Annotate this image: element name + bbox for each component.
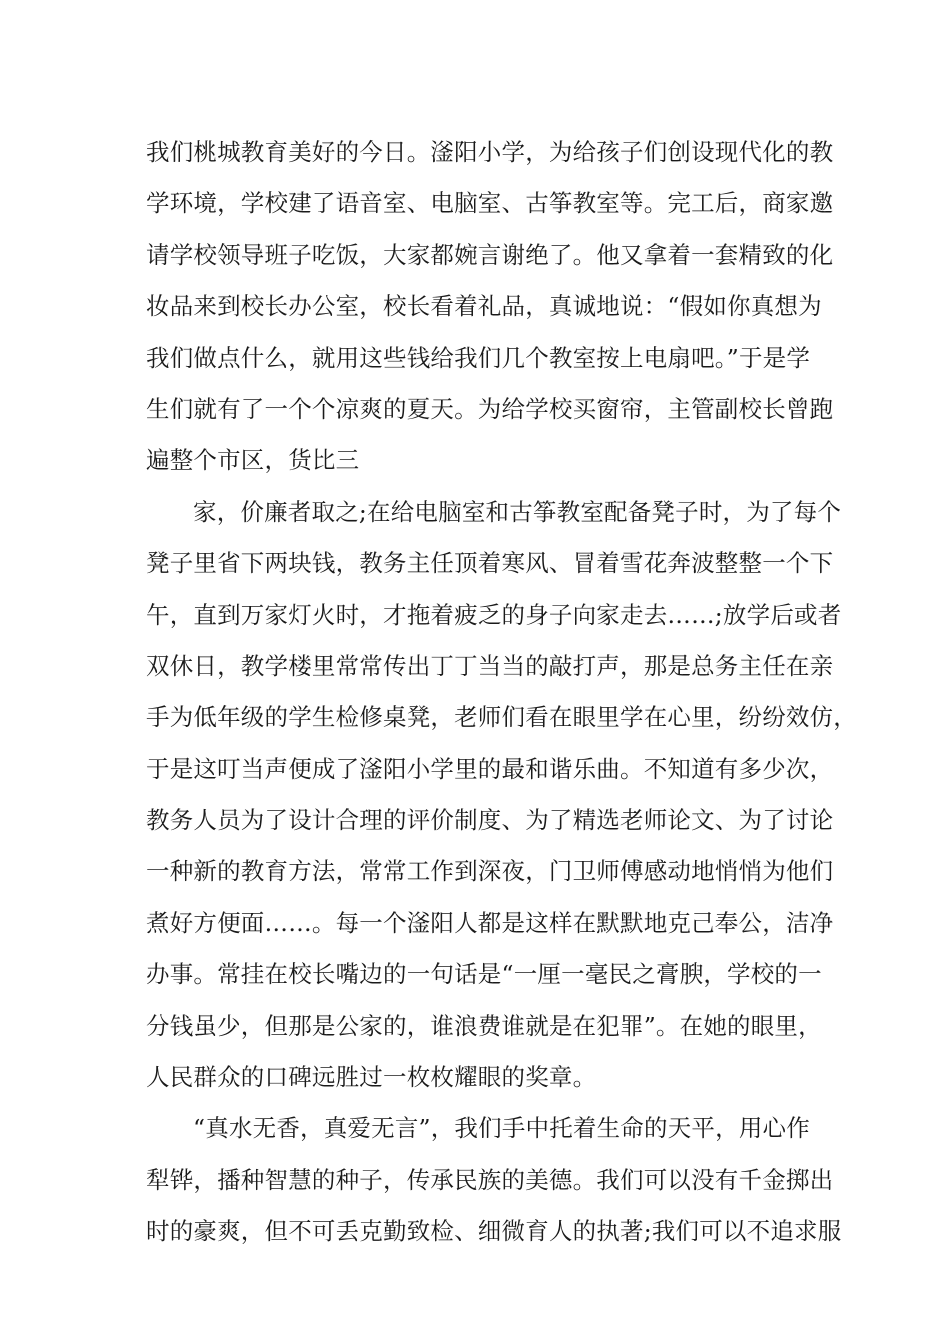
- text-line: 一种新的教育方法，常常工作到深夜，门卫师傅感动地悄悄为他们: [146, 857, 834, 886]
- text-line: 学环境，学校建了语音室、电脑室、古筝教室等。完工后，商家邀: [146, 189, 834, 218]
- text-line: 双休日，教学楼里常常传出丁丁当当的敲打声，那是总务主任在亲: [146, 651, 834, 680]
- text-line: 妆品来到校长办公室，校长看着礼品，真诚地说：“假如你真想为: [146, 292, 822, 321]
- text-line: 请学校领导班子吃饭，大家都婉言谢绝了。他又拿着一套精致的化: [146, 240, 834, 269]
- text-line: 凳子里省下两块钱，教务主任顶着寒风、冒着雪花奔波整整一个下: [146, 549, 834, 578]
- text-line: 分钱虽少，但那是公家的，谁浪费谁就是在犯罪”。在她的眼里，: [146, 1011, 822, 1040]
- text-line: 人民群众的口碑远胜过一枚枚耀眼的奖章。: [146, 1063, 597, 1092]
- text-line: 时的豪爽，但不可丢克勤致检、细微育人的执著;我们可以不追求服: [146, 1217, 842, 1246]
- text-line: 遍整个市区，货比三: [146, 446, 360, 475]
- text-line: 我们做点什么，就用这些钱给我们几个教室按上电扇吧。”于是学: [146, 343, 811, 372]
- text-line: 教务人员为了设计合理的评价制度、为了精选老师论文、为了讨论: [146, 806, 834, 835]
- text-line: 犁铧，播种智慧的种子，传承民族的美德。我们可以没有千金掷出: [146, 1165, 834, 1194]
- text-line: 午，直到万家灯火时，才拖着疲乏的身子向家走去……;放学后或者: [146, 600, 842, 629]
- text-line: 生们就有了一个个凉爽的夏天。为给学校买窗帘，主管副校长曾跑: [146, 394, 834, 423]
- text-line: 我们桃城教育美好的今日。滏阳小学，为给孩子们创设现代化的教: [146, 138, 834, 166]
- document-body: [146, 127, 857, 1258]
- text-line: 煮好方便面……。每一个滏阳人都是这样在默默地克己奉公，洁净: [146, 908, 834, 937]
- paragraph-start-line: “真水无香，真爱无言”，我们手中托着生命的天平，用心作: [193, 1114, 810, 1143]
- text-line: 手为低年级的学生检修桌凳，老师们看在眼里学在心里，纷纷效仿，: [146, 703, 857, 732]
- text-line: 于是这叮当声便成了滏阳小学里的最和谐乐曲。不知道有多少次，: [146, 754, 834, 783]
- paragraph-start-line: 家，价廉者取之;在给电脑室和古筝教室配备凳子时，为了每个: [193, 497, 842, 526]
- text-line: 办事。常挂在校长嘴边的一句话是“一厘一毫民之膏腴，学校的一: [146, 960, 822, 989]
